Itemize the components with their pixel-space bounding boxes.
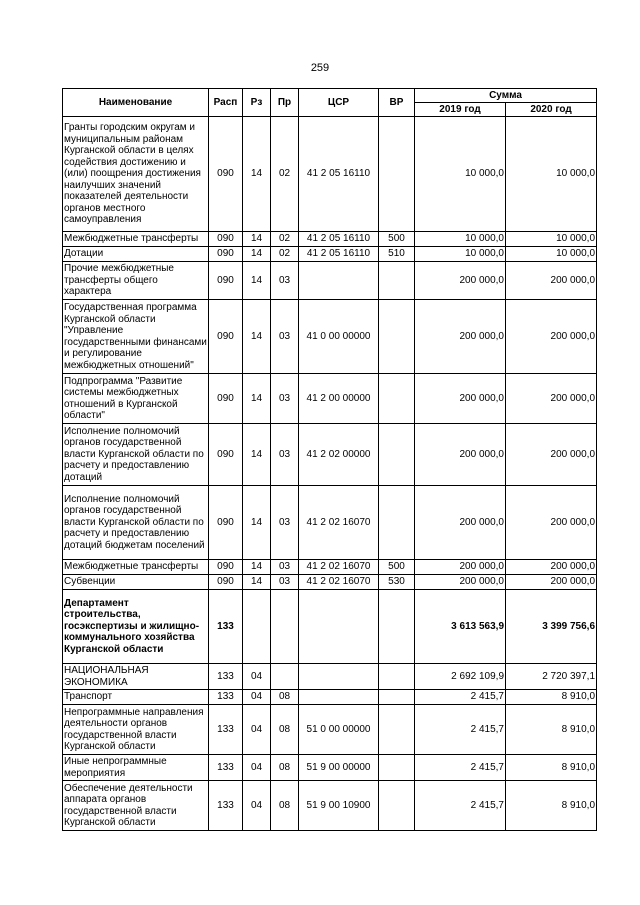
header-vr: ВР [379,89,415,117]
table-row [63,590,597,664]
row-amount-2020: 10 000,0 [506,247,597,262]
table-row [63,781,597,831]
row-rasp: 133 [209,705,243,755]
row-rasp: 090 [209,232,243,247]
row-amount-2020: 8 910,0 [506,781,597,831]
header-2019: 2019 год [415,103,506,117]
row-name: Дотации [63,247,209,262]
row-csr: 41 2 05 16110 [299,247,379,262]
row-csr: 51 0 00 00000 [299,705,379,755]
row-name: Исполнение полномочий органов государственной власти Курганской области по расчету и предоставлению дотаций [63,424,209,486]
row-csr: 41 2 05 16110 [299,117,379,232]
row-rz: 14 [243,560,271,575]
header-sum: Сумма [415,89,597,103]
row-rz: 04 [243,781,271,831]
row-name: Межбюджетные трансферты [63,232,209,247]
row-csr: 51 9 00 00000 [299,755,379,781]
row-amount-2020: 200 000,0 [506,560,597,575]
row-name: НАЦИОНАЛЬНАЯ ЭКОНОМИКА [63,664,209,690]
row-amount-2019: 200 000,0 [415,262,506,300]
row-csr: 51 9 00 10900 [299,781,379,831]
row-vr [379,590,415,664]
row-vr: 530 [379,575,415,590]
row-vr [379,690,415,705]
row-rz: 04 [243,664,271,690]
row-rz: 14 [243,300,271,374]
row-pr: 02 [271,247,299,262]
row-rasp: 090 [209,575,243,590]
row-amount-2020: 200 000,0 [506,424,597,486]
row-rz: 14 [243,247,271,262]
row-amount-2020: 10 000,0 [506,232,597,247]
table-row [63,424,597,486]
table-row [63,262,597,300]
row-name: Межбюджетные трансферты [63,560,209,575]
row-vr: 500 [379,232,415,247]
row-rz: 04 [243,690,271,705]
table-row [63,117,597,232]
page-number: 259 [310,62,330,74]
row-rasp: 090 [209,486,243,560]
row-csr: 41 2 02 16070 [299,486,379,560]
table-body [63,117,597,831]
row-pr [271,590,299,664]
row-name: Транспорт [63,690,209,705]
budget-table [62,88,597,831]
row-vr: 500 [379,560,415,575]
row-name: Субвенции [63,575,209,590]
row-name: Непрограммные направления деятельности органов государственной власти Курганской области [63,705,209,755]
table-row [63,560,597,575]
row-amount-2019: 200 000,0 [415,560,506,575]
table-row [63,247,597,262]
row-csr: 41 2 02 00000 [299,424,379,486]
row-name: Гранты городским округам и муниципальным районам Курганской области в целях содействия достижению и (или) поощрения достижения наилучших значений показателей деятельности органов местного самоуправления [63,117,209,232]
row-amount-2020: 3 399 756,6 [506,590,597,664]
row-rz: 04 [243,705,271,755]
row-vr [379,300,415,374]
row-amount-2020: 200 000,0 [506,374,597,424]
row-rz: 14 [243,232,271,247]
row-vr [379,486,415,560]
table-row [63,232,597,247]
row-amount-2020: 200 000,0 [506,486,597,560]
row-vr [379,781,415,831]
row-rasp: 133 [209,755,243,781]
row-pr: 08 [271,781,299,831]
row-name: Подпрограмма "Развитие системы межбюджетных отношений в Курганской области" [63,374,209,424]
row-vr [379,755,415,781]
row-rasp: 090 [209,560,243,575]
row-csr: 41 2 00 00000 [299,374,379,424]
header-rz: Рз [243,89,271,117]
table-row [63,690,597,705]
row-amount-2019: 2 415,7 [415,690,506,705]
row-rasp: 133 [209,590,243,664]
row-vr: 510 [379,247,415,262]
row-vr [379,117,415,232]
row-vr [379,374,415,424]
row-amount-2019: 200 000,0 [415,300,506,374]
row-rz: 14 [243,262,271,300]
row-csr: 41 2 02 16070 [299,560,379,575]
row-rasp: 133 [209,781,243,831]
row-csr [299,590,379,664]
row-rasp: 090 [209,117,243,232]
table-row [63,705,597,755]
row-csr [299,664,379,690]
row-rasp: 133 [209,664,243,690]
row-amount-2020: 10 000,0 [506,117,597,232]
row-amount-2019: 2 415,7 [415,781,506,831]
row-pr: 03 [271,575,299,590]
row-amount-2020: 200 000,0 [506,575,597,590]
table-row [63,300,597,374]
row-vr [379,262,415,300]
row-amount-2019: 200 000,0 [415,486,506,560]
row-rz: 14 [243,486,271,560]
header-csr: ЦСР [299,89,379,117]
row-rz: 14 [243,117,271,232]
row-pr: 08 [271,690,299,705]
table-row [63,575,597,590]
row-vr [379,424,415,486]
row-name: Государственная программа Курганской области "Управление государственными финансами и регулирование межбюджетных отношений" [63,300,209,374]
row-pr: 03 [271,560,299,575]
row-pr: 03 [271,262,299,300]
row-pr: 08 [271,705,299,755]
header-2020: 2020 год [506,103,597,117]
row-rz: 14 [243,424,271,486]
row-amount-2019: 10 000,0 [415,247,506,262]
row-pr: 03 [271,300,299,374]
row-csr: 41 2 02 16070 [299,575,379,590]
header-name: Наименование [63,89,209,117]
row-vr [379,664,415,690]
row-pr: 08 [271,755,299,781]
row-amount-2019: 2 692 109,9 [415,664,506,690]
row-rz: 04 [243,755,271,781]
row-pr: 02 [271,232,299,247]
table-row [63,374,597,424]
row-pr: 03 [271,486,299,560]
row-amount-2020: 8 910,0 [506,705,597,755]
row-pr: 03 [271,374,299,424]
row-csr: 41 0 00 00000 [299,300,379,374]
row-rz: 14 [243,374,271,424]
row-amount-2019: 2 415,7 [415,755,506,781]
row-amount-2019: 10 000,0 [415,117,506,232]
row-name: Исполнение полномочий органов государственной власти Курганской области по расчету и предоставлению дотаций бюджетам поселений [63,486,209,560]
row-amount-2020: 8 910,0 [506,755,597,781]
row-vr [379,705,415,755]
row-amount-2019: 10 000,0 [415,232,506,247]
header-pr: Пр [271,89,299,117]
row-amount-2019: 200 000,0 [415,374,506,424]
header-rasp: Расп [209,89,243,117]
table-row [63,486,597,560]
row-rasp: 090 [209,247,243,262]
row-rasp: 090 [209,300,243,374]
table-row [63,755,597,781]
row-csr: 41 2 05 16110 [299,232,379,247]
row-amount-2020: 2 720 397,1 [506,664,597,690]
row-rz [243,590,271,664]
row-csr [299,690,379,705]
row-amount-2020: 8 910,0 [506,690,597,705]
row-rasp: 090 [209,424,243,486]
row-pr: 03 [271,424,299,486]
row-rz: 14 [243,575,271,590]
row-rasp: 090 [209,374,243,424]
row-name: Обеспечение деятельности аппарата органов государственной власти Курганской области [63,781,209,831]
row-pr [271,664,299,690]
row-amount-2019: 3 613 563,9 [415,590,506,664]
row-amount-2020: 200 000,0 [506,262,597,300]
table-row [63,664,597,690]
row-amount-2019: 2 415,7 [415,705,506,755]
row-amount-2019: 200 000,0 [415,424,506,486]
row-name: Прочие межбюджетные трансферты общего характера [63,262,209,300]
row-pr: 02 [271,117,299,232]
row-amount-2020: 200 000,0 [506,300,597,374]
row-rasp: 090 [209,262,243,300]
row-name: Иные непрограммные мероприятия [63,755,209,781]
row-amount-2019: 200 000,0 [415,575,506,590]
row-name: Департамент строительства, госэкспертизы и жилищно-коммунального хозяйства Курганской области [63,590,209,664]
row-csr [299,262,379,300]
row-rasp: 133 [209,690,243,705]
